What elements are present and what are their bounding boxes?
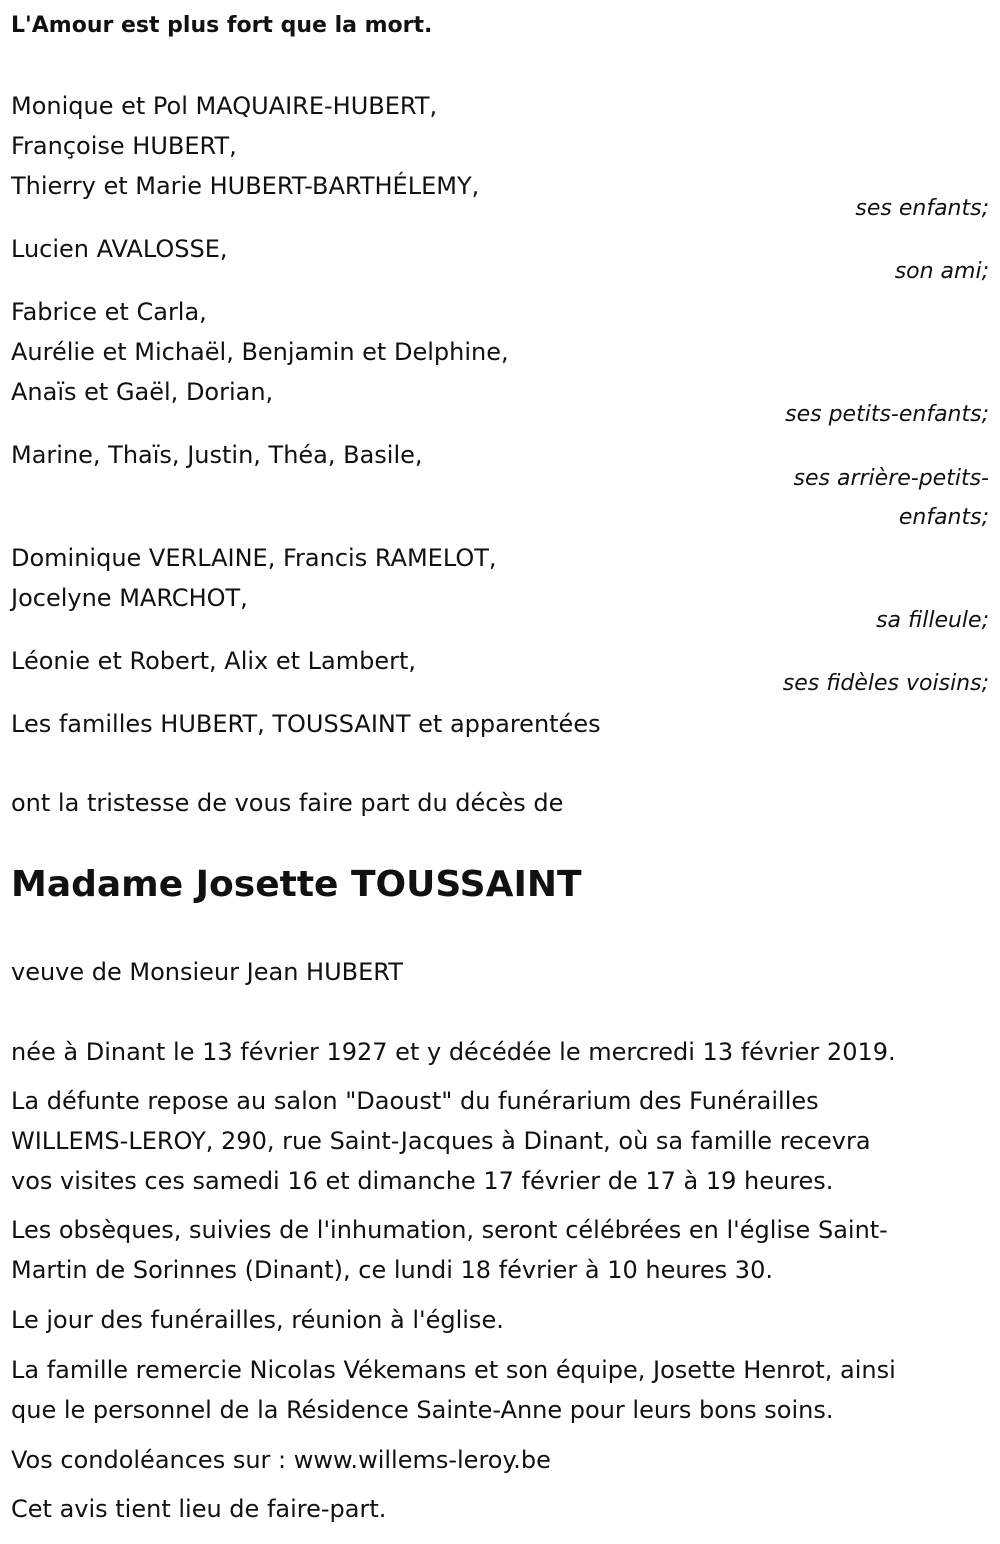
great-grandchildren-line: Marine, Thaïs, Justin, Théa, Basile,: [11, 441, 423, 469]
children-line-2: Françoise HUBERT,: [11, 132, 237, 160]
children-role: ses enfants;: [855, 196, 989, 221]
announcement: ont la tristesse de vous faire part du décès de: [11, 789, 564, 817]
thanks-line-1: La famille remercie Nicolas Vékemans et son équipe, Josette Henrot, ainsi: [11, 1356, 896, 1384]
friend-line: Lucien AVALOSSE,: [11, 235, 228, 263]
grandchildren-line-1: Fabrice et Carla,: [11, 298, 207, 326]
repose-line-3: vos visites ces samedi 16 et dimanche 17 février de 17 à 19 heures.: [11, 1167, 834, 1195]
goddaughter-role: sa filleule;: [876, 608, 989, 633]
neighbours-line: Léonie et Robert, Alix et Lambert,: [11, 647, 417, 675]
deceased-name: Madame Josette TOUSSAINT: [11, 864, 582, 905]
funeral-line-1: Les obsèques, suivies de l'inhumation, seront célébrées en l'église Saint-: [11, 1216, 888, 1244]
condolences: Vos condoléances sur : www.willems-leroy.be: [11, 1446, 551, 1474]
great-grandchildren-role-line-1: ses arrière-petits-: [793, 466, 989, 491]
goddaughter-line-1: Dominique VERLAINE, Francis RAMELOT,: [11, 544, 497, 572]
funeral-line-2: Martin de Sorinnes (Dinant), ce lundi 18 février à 10 heures 30.: [11, 1256, 773, 1284]
goddaughter-line-2: Jocelyne MARCHOT,: [11, 584, 248, 612]
grandchildren-role: ses petits-enfants;: [785, 402, 989, 427]
friend-role: son ami;: [894, 259, 989, 284]
children-line-3: Thierry et Marie HUBERT-BARTHÉLEMY,: [11, 172, 480, 200]
notice: Cet avis tient lieu de faire-part.: [11, 1495, 387, 1523]
epigraph: L'Amour est plus fort que la mort.: [11, 13, 433, 38]
thanks-line-2: que le personnel de la Résidence Sainte-Anne pour leurs bons soins.: [11, 1396, 834, 1424]
families-line: Les familles HUBERT, TOUSSAINT et apparentées: [11, 710, 601, 738]
neighbours-role: ses fidèles voisins;: [782, 671, 989, 696]
grandchildren-line-2: Aurélie et Michaël, Benjamin et Delphine,: [11, 338, 509, 366]
birth-death: née à Dinant le 13 février 1927 et y décédée le mercredi 13 février 2019.: [11, 1038, 896, 1066]
grandchildren-line-3: Anaïs et Gaël, Dorian,: [11, 378, 274, 406]
children-line-1: Monique et Pol MAQUAIRE-HUBERT,: [11, 92, 438, 120]
gathering: Le jour des funérailles, réunion à l'église.: [11, 1306, 504, 1334]
repose-line-1: La défunte repose au salon "Daoust" du funérarium des Funérailles: [11, 1087, 819, 1115]
widow-of: veuve de Monsieur Jean HUBERT: [11, 958, 403, 986]
great-grandchildren-role-line-2: enfants;: [898, 505, 989, 530]
repose-line-2: WILLEMS-LEROY, 290, rue Saint-Jacques à Dinant, où sa famille recevra: [11, 1127, 871, 1155]
